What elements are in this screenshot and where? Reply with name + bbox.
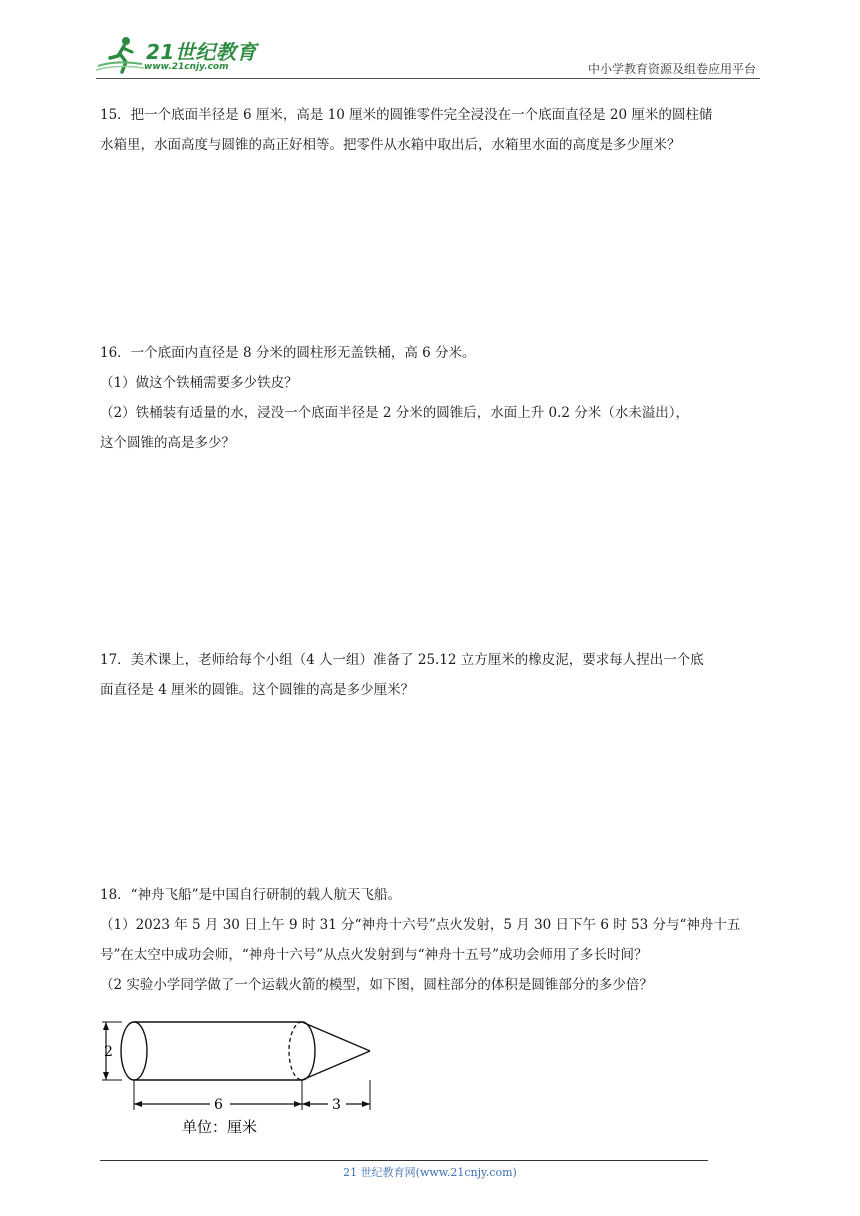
platform-name: 中小学教育资源及组卷应用平台: [587, 62, 756, 76]
question-text: 水箱里，水面高度与圆锥的高正好相等。把零件从水箱中取出后，水箱里水面的高度是多少厘米？: [100, 137, 681, 153]
logo-url: www.21cnjy.com: [144, 62, 229, 72]
page-header: [96, 28, 760, 78]
cylinder-right-face: [302, 1022, 315, 1080]
footer-divider: [100, 1160, 708, 1161]
question-16: [100, 338, 770, 458]
question-text: 15．把一个底面半径是 6 厘米，高是 10 厘米的圆锥零件完全浸没在一个底面直径是 20 厘米的圆柱储: [100, 107, 713, 123]
question-text: 17．美术课上，老师给每个小组（4 人一组）准备了 25.12 立方厘米的橡皮泥，要求每人捏出一个底: [100, 652, 704, 668]
question-18: [100, 880, 770, 1000]
cylinder-hidden-edge: [289, 1022, 302, 1080]
rocket-model-figure: [100, 1014, 390, 1144]
question-text: 面直径是 4 厘米的圆锥。这个圆锥的高是多少厘米？: [100, 682, 415, 698]
unit-label: 单位：厘米: [182, 1118, 258, 1136]
question-15: [100, 100, 770, 160]
header-divider: [96, 78, 760, 79]
runner-logo-icon: [96, 34, 146, 76]
question-text: 16．一个底面内直径是 8 分米的圆柱形无盖铁桶，高 6 分米。: [100, 345, 476, 361]
cone-top-edge: [302, 1022, 370, 1051]
question-text: 18．“神舟飞船”是中国自行研制的载人航天飞船。: [100, 887, 401, 903]
cone-bottom-edge: [302, 1051, 370, 1080]
page-footer: 21 世纪教育网(www.21cnjy.com): [343, 1166, 517, 1179]
question-text: （1）做这个铁桶需要多少铁皮？: [100, 375, 298, 391]
question-17: [100, 645, 770, 705]
cylinder-length-label: 6: [214, 1097, 223, 1113]
question-text: （2 实验小学同学做了一个运载火箭的模型，如下图，圆柱部分的体积是圆锥部分的多少倍？: [100, 977, 653, 993]
question-text: （1）2023 年 5 月 30 日上午 9 时 31 分“神舟十六号”点火发射，5 月 30 日下午 6 时 53 分与“神舟十五: [100, 917, 741, 933]
question-text: 号”在太空中成功会师，“神舟十六号”从点火发射到与“神舟十五号”成功会师用了多长时间？: [100, 947, 648, 963]
question-text: 这个圆锥的高是多少？: [100, 435, 235, 451]
question-text: （2）铁桶装有适量的水，浸没一个底面半径是 2 分米的圆锥后，水面上升 0.2 分米（水未溢出），: [100, 405, 690, 421]
cylinder-left-face: [121, 1022, 147, 1080]
site-logo: [96, 34, 266, 76]
logo-text: 21世纪教育: [146, 40, 257, 64]
height-label: 2: [104, 1044, 113, 1060]
cone-length-label: 3: [332, 1097, 341, 1113]
rocket-diagram: [100, 1014, 390, 1144]
